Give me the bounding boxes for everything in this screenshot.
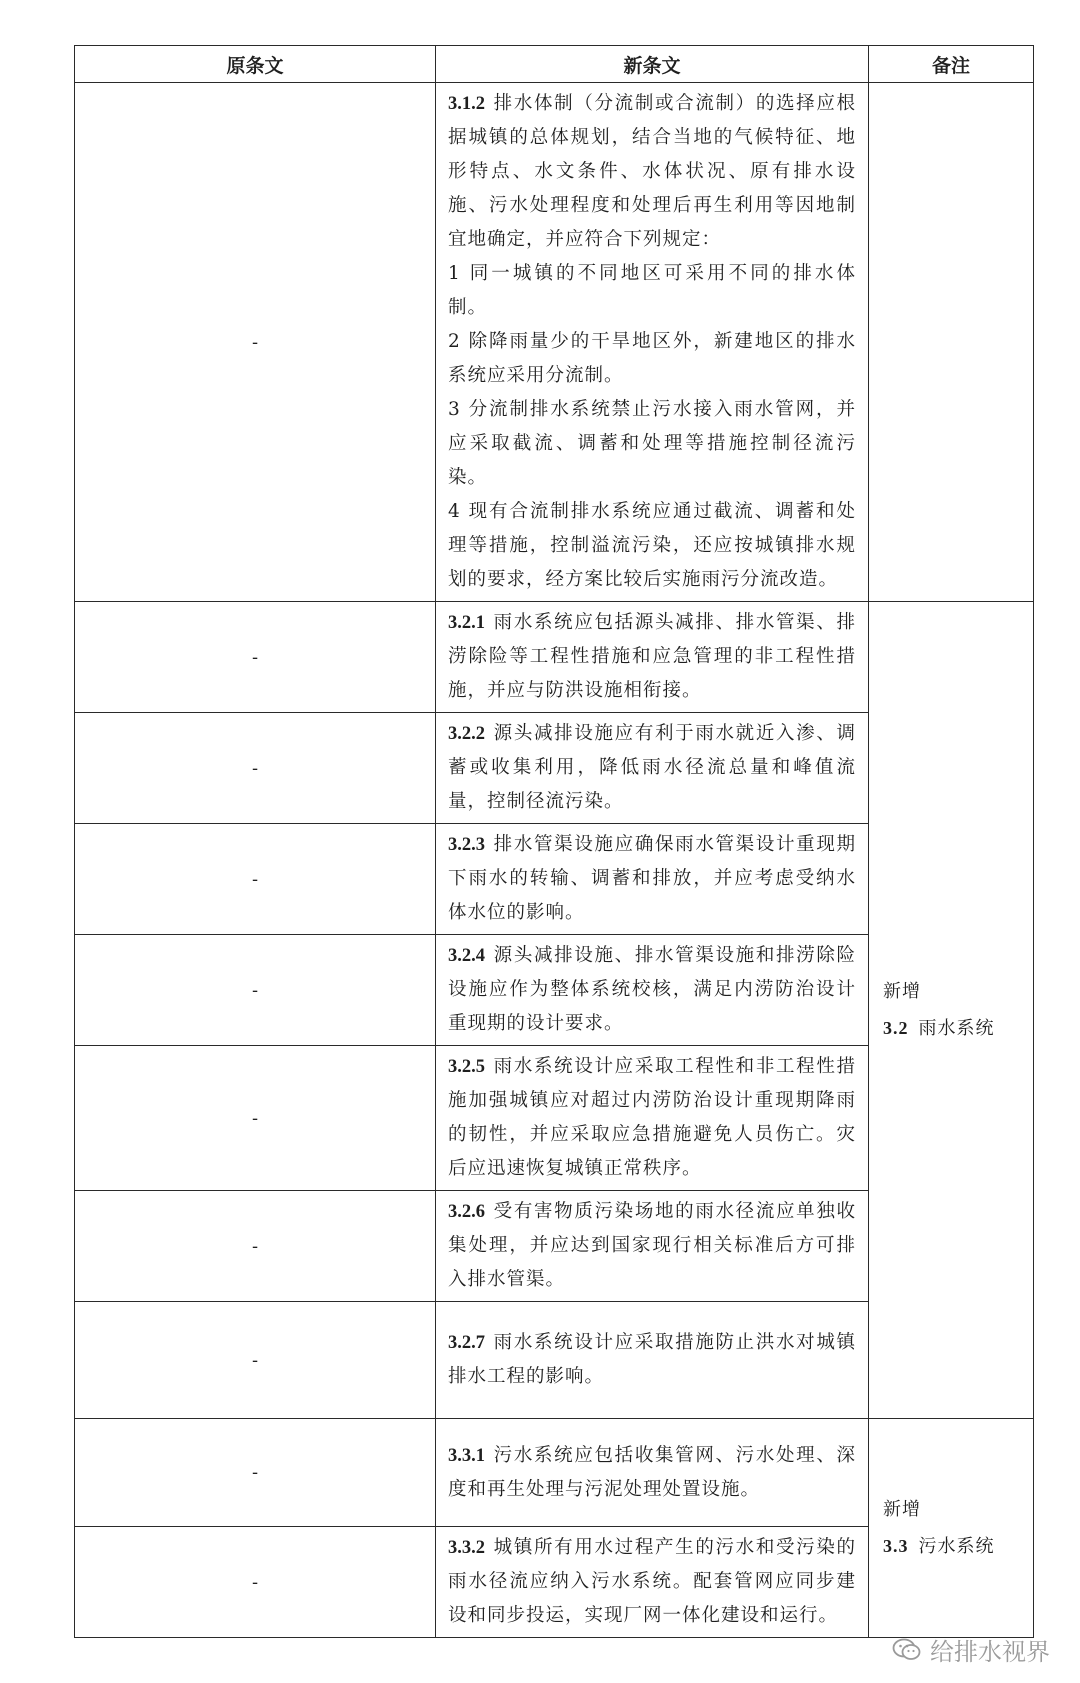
table-row: [75, 83, 1034, 602]
new-clause-cell: [436, 824, 869, 935]
clause-item: 3 分流制排水系统禁止污水接入雨水管网，并应采取截流、调蓄和处理等措施控制径流污染。: [448, 399, 856, 488]
clause-text: 城镇所有用水过程产生的污水和受污染的雨水径流应纳入污水系统。配套管网应同步建设和同步投运，实现厂网一体化建设和运行。: [448, 1537, 856, 1626]
new-clause-cell: [436, 1527, 869, 1638]
remarks-label: 新增: [883, 980, 921, 1002]
new-clause-cell: [436, 602, 869, 713]
remarks-label: 新增: [883, 1498, 921, 1520]
clause-text: 受有害物质污染场地的雨水径流应单独收集处理，并应达到国家现行相关标准后方可排入排水管渠。: [448, 1201, 856, 1290]
clause-number: 3.3.1: [448, 1445, 485, 1466]
clause-item: 1 同一城镇的不同地区可采用不同的排水体制。: [448, 263, 856, 318]
clause-number: 3.2.2: [448, 724, 485, 744]
clause-text: 雨水系统应包括源头减排、排水管渠、排涝除险等工程性措施和应急管理的非工程性措施，并应与防洪设施相衔接。: [448, 612, 856, 701]
original-clause-cell: -: [75, 1419, 436, 1527]
watermark-text: 给排水视界: [930, 1638, 1050, 1666]
clause-text: 污水系统应包括收集管网、污水处理、深度和再生处理与污泥处理处置设施。: [448, 1444, 856, 1500]
clause-number: 3.3.2: [448, 1538, 485, 1558]
clause-number: 3.2.7: [448, 1333, 485, 1353]
clause-number: 3.1.2: [448, 94, 485, 114]
clause-number: 3.2.4: [448, 946, 485, 966]
clause-item: 4 现有合流制排水系统应通过截流、调蓄和处理等措施，控制溢流污染，还应按城镇排水规划的要求，经方案比较后实施雨污分流改造。: [448, 501, 856, 590]
clause-text: 源头减排设施、排水管渠设施和排涝除险设施应作为整体系统校核，满足内涝防治设计重现期的设计要求。: [448, 945, 856, 1034]
new-clause-cell: [436, 83, 869, 602]
remarks-cell: [869, 83, 1034, 602]
new-clause-cell: [436, 1046, 869, 1191]
original-clause-cell: -: [75, 83, 436, 602]
original-clause-cell: -: [75, 602, 436, 713]
clause-text: 雨水系统设计应采取措施防止洪水对城镇排水工程的影响。: [448, 1332, 856, 1387]
header-original-clause: 原条文: [75, 46, 436, 83]
remarks-cell-sewage: [869, 1419, 1034, 1638]
clause-number: 3.2.5: [448, 1057, 485, 1077]
section-number: 3.2: [883, 1017, 909, 1038]
clause-number: 3.2.6: [448, 1202, 485, 1222]
clause-number: 3.2.3: [448, 835, 485, 855]
original-clause-cell: -: [75, 824, 436, 935]
table-header-row: [75, 46, 1034, 83]
original-clause-cell: -: [75, 935, 436, 1046]
section-title: 污水系统: [918, 1535, 995, 1557]
original-clause-cell: -: [75, 1191, 436, 1302]
remarks-section: [883, 1010, 1033, 1047]
new-clause-cell: [436, 1191, 869, 1302]
section-number: 3.3: [883, 1535, 909, 1556]
new-clause-cell: [436, 1302, 869, 1419]
clause-number: 3.2.1: [448, 613, 485, 633]
new-clause-cell: [436, 713, 869, 824]
clause-intro: [448, 87, 856, 257]
clause-text: 雨水系统设计应采取工程性和非工程性措施加强城镇应对超过内涝防治设计重现期降雨的韧性，并应采取应急措施避免人员伤亡。灾后应迅速恢复城镇正常秩序。: [448, 1056, 856, 1179]
watermark: [892, 1632, 1050, 1667]
original-clause-cell: -: [75, 1046, 436, 1191]
remarks-cell-rainwater: [869, 602, 1034, 1419]
table-row: [75, 1419, 1034, 1527]
header-new-clause: 新条文: [436, 46, 869, 83]
header-remarks: 备注: [869, 46, 1034, 83]
new-clause-cell: [436, 935, 869, 1046]
new-clause-cell: [436, 1419, 869, 1527]
clause-item: 2 除降雨量少的干旱地区外，新建地区的排水系统应采用分流制。: [448, 331, 856, 386]
section-title: 雨水系统: [918, 1017, 995, 1039]
clause-text: 源头减排设施应有利于雨水就近入渗、调蓄或收集利用，降低雨水径流总量和峰值流量，控制径流污染。: [448, 723, 856, 812]
original-clause-cell: -: [75, 713, 436, 824]
table-row: [75, 602, 1034, 713]
original-clause-cell: -: [75, 1527, 436, 1638]
wechat-icon: [892, 1637, 922, 1663]
remarks-section: [883, 1528, 1033, 1565]
comparison-table: [74, 45, 1034, 1638]
clause-text: 排水管渠设施应确保雨水管渠设计重现期下雨水的转输、调蓄和排放，并应考虑受纳水体水位的影响。: [448, 834, 856, 923]
original-clause-cell: -: [75, 1302, 436, 1419]
clause-text: 排水体制（分流制或合流制）的选择应根据城镇的总体规划，结合当地的气候特征、地形特点、水文条件、水体状况、原有排水设施、污水处理程度和处理后再生利用等因地制宜地确定，并应符合下列规定：: [448, 93, 856, 250]
